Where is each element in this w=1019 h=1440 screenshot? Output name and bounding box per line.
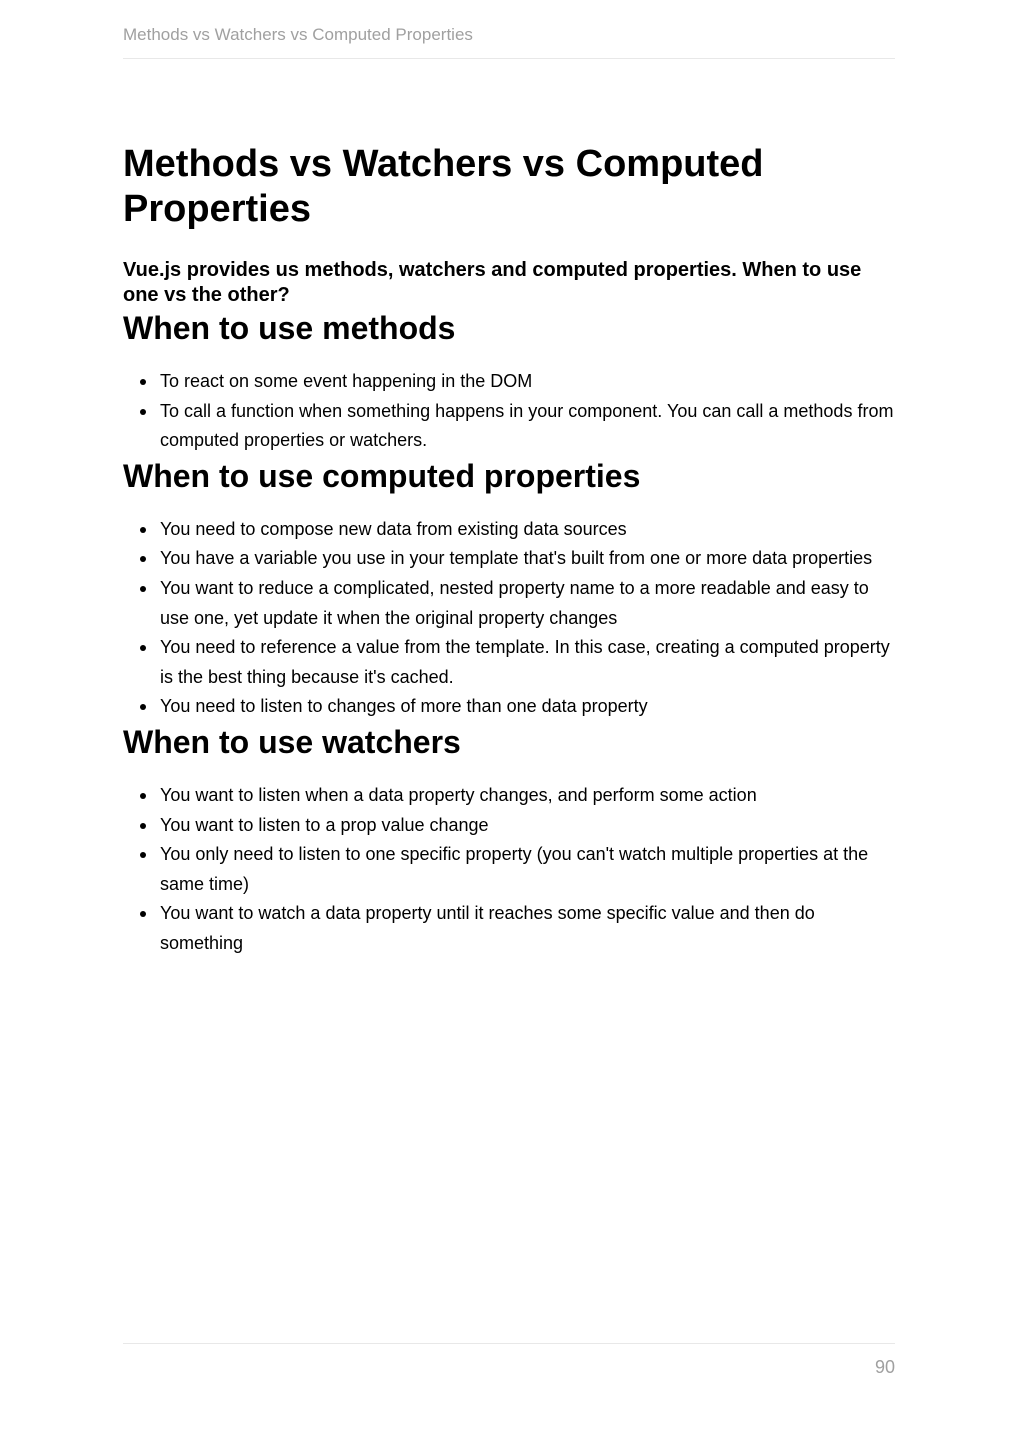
bullet-icon xyxy=(140,793,146,799)
bullet-icon xyxy=(140,379,146,385)
page-subtitle: Vue.js provides us methods, watchers and computed properties. When to use one vs the other? xyxy=(123,259,862,306)
bullet-icon xyxy=(140,556,146,562)
bullet-icon xyxy=(140,645,146,651)
list-item xyxy=(160,633,895,692)
running-header: Methods vs Watchers vs Computed Properties xyxy=(123,25,473,44)
bullet-icon xyxy=(140,911,146,917)
computed-properties-list xyxy=(123,515,895,722)
bullet-icon xyxy=(140,586,146,592)
list-item xyxy=(160,515,895,545)
list-item-text: To react on some event happening in the DOM xyxy=(160,371,533,391)
header-divider xyxy=(123,58,895,59)
list-item xyxy=(160,544,895,574)
section-heading-methods: When to use methods xyxy=(123,310,456,346)
list-item xyxy=(160,692,895,722)
list-item-text: You have a variable you use in your template that's built from one or more data properties xyxy=(160,548,873,569)
footer-divider xyxy=(123,1343,895,1344)
bullet-icon xyxy=(140,704,146,710)
list-item xyxy=(160,811,895,841)
page-title: Methods vs Watchers vs Computed Properties xyxy=(123,143,764,230)
list-item-text: You only need to listen to one specific property (you can't watch multiple properties at the same time) xyxy=(160,844,869,894)
list-item xyxy=(160,899,895,958)
list-item-text: You want to listen when a data property changes, and perform some action xyxy=(160,784,757,805)
bullet-icon xyxy=(140,409,146,415)
list-item-text: You need to reference a value from the template. In this case, creating a computed property is the best thing because it's cached. xyxy=(160,637,890,687)
bullet-icon xyxy=(140,527,146,533)
list-item xyxy=(160,574,895,633)
list-item-text: You want to watch a data property until it reaches some specific value and then do something xyxy=(160,903,815,953)
page-number: 90 xyxy=(874,1357,895,1377)
section-heading-computed-properties: When to use computed properties xyxy=(123,457,641,494)
list-item xyxy=(160,367,895,397)
list-item-text: You want to reduce a complicated, nested property name to a more readable and easy to use one, yet update it when the original property changes xyxy=(160,577,869,628)
list-item-text: To call a function when something happens in your component. You can call a methods from computed properties or watchers. xyxy=(160,400,894,451)
page-content xyxy=(123,142,895,959)
bullet-icon xyxy=(140,852,146,858)
list-item-text: You need to compose new data from existing data sources xyxy=(160,518,627,539)
bullet-icon xyxy=(140,823,146,829)
list-item-text: You need to listen to changes of more than one data property xyxy=(160,696,648,717)
section-heading-watchers: When to use watchers xyxy=(123,723,461,760)
list-item xyxy=(160,781,895,811)
methods-list xyxy=(123,367,895,456)
list-item-text: You want to listen to a prop value change xyxy=(160,814,489,835)
list-item xyxy=(160,840,895,899)
watchers-list xyxy=(123,781,895,959)
list-item xyxy=(160,397,895,456)
